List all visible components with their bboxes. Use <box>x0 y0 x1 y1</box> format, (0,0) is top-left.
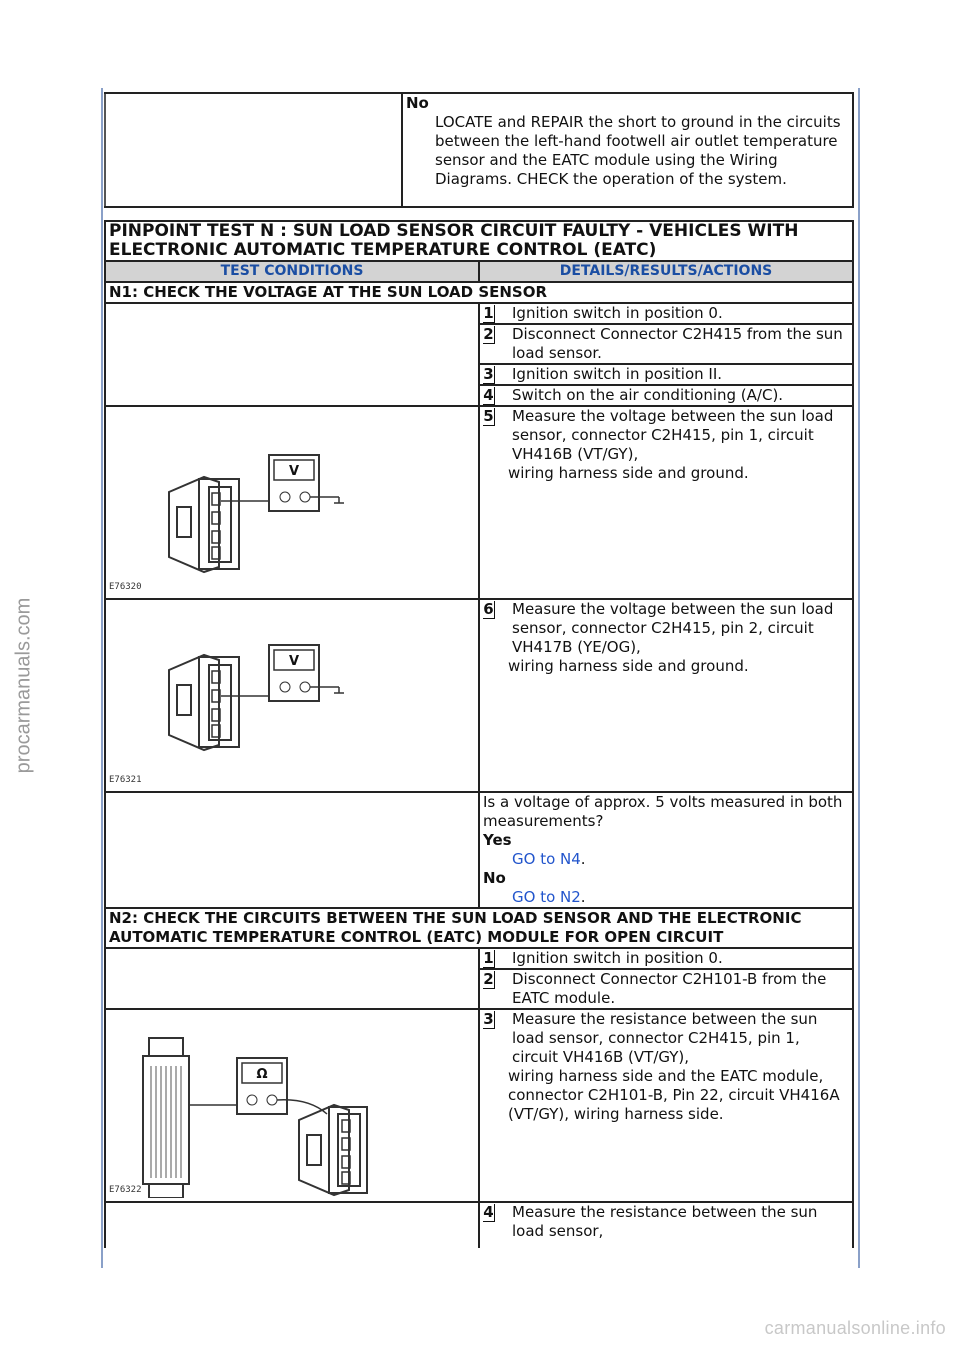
n2-step-4 <box>479 1202 853 1248</box>
n1-step-6 <box>479 599 853 792</box>
meter-symbol: V <box>288 464 300 479</box>
go-to-n2-link[interactable]: GO to N2 <box>512 888 581 906</box>
previous-step-table <box>104 92 854 208</box>
step-text: Measure the resistance between the sun load sensor, <box>512 1203 818 1240</box>
connector-ohmmeter-illustration <box>109 1010 389 1198</box>
step-number: 2 <box>483 325 494 343</box>
figure-label: E76321 <box>109 775 142 785</box>
no-result-cell <box>402 93 853 207</box>
step-number: 1 <box>483 949 494 967</box>
step-text: Measure the voltage between the sun load sensor, connector C2H415, pin 2, circuit VH417B (YE/OG), <box>512 600 834 656</box>
connector-voltmeter-illustration <box>109 600 389 788</box>
step-text: Switch on the air conditioning (A/C). <box>512 386 784 404</box>
n2-conditions-cell <box>105 948 479 1009</box>
connector-voltmeter-illustration <box>109 407 389 595</box>
no-label: No <box>483 869 506 887</box>
step-number: 5 <box>483 407 494 425</box>
empty-conditions-cell <box>105 93 402 207</box>
n1-step-3 <box>479 364 853 385</box>
n1-step-5 <box>479 406 853 599</box>
header-details-results-actions: DETAILS/RESULTS/ACTIONS <box>479 261 853 282</box>
test-title: PINPOINT TEST N : SUN LOAD SENSOR CIRCUIT FAULTY - VEHICLES WITH ELECTRONIC AUTOMATIC TEMPERATURE CONTROL (EATC) <box>105 221 853 261</box>
pinpoint-test-table <box>104 220 854 1248</box>
n2-figure-3-cell <box>105 1009 479 1202</box>
step-text: Disconnect Connector C2H415 from the sun load sensor. <box>512 325 843 362</box>
n1-title: N1: CHECK THE VOLTAGE AT THE SUN LOAD SENSOR <box>105 282 853 303</box>
n2-step-3 <box>479 1009 853 1202</box>
n2-step-2 <box>479 969 853 1009</box>
step-number: 3 <box>483 1010 494 1028</box>
n1-results-cell <box>479 792 853 908</box>
step-text-continued: wiring harness side and ground. <box>508 657 749 675</box>
page-border-left <box>101 88 103 1268</box>
step-number: 4 <box>483 386 494 404</box>
page-border-right <box>858 88 860 1268</box>
step-number: 2 <box>483 970 494 988</box>
voltage-measurement-diagram <box>109 600 475 790</box>
step-number: 6 <box>483 600 494 618</box>
no-action-text: LOCATE and REPAIR the short to ground in the circuits between the left-hand footwell air outlet temperature sensor and the EATC module using the Wiring Diagrams. CHECK the operation of the system. <box>435 113 841 188</box>
figure-label: E76322 <box>109 1185 142 1195</box>
voltage-measurement-diagram <box>109 407 475 597</box>
resistance-measurement-diagram <box>109 1010 475 1200</box>
punctuation: . <box>580 850 586 868</box>
step-number: 4 <box>483 1203 494 1221</box>
step-text: Measure the voltage between the sun load sensor, connector C2H415, pin 1, circuit VH416B (VT/GY), <box>512 407 834 463</box>
n1-conditions-cell <box>105 303 479 406</box>
step-text-continued: wiring harness side and the EATC module, connector C2H101-B, Pin 22, circuit VH416A (VT/GY), wiring harness side. <box>508 1067 840 1123</box>
n1-question: Is a voltage of approx. 5 volts measured in both measurements? <box>483 793 843 830</box>
n1-step-4 <box>479 385 853 406</box>
watermark-bottom: carmanualsonline.info <box>764 1318 946 1338</box>
step-text: Disconnect Connector C2H101-B from the EATC module. <box>512 970 827 1007</box>
n2-title: N2: CHECK THE CIRCUITS BETWEEN THE SUN LOAD SENSOR AND THE ELECTRONIC AUTOMATIC TEMPERATURE CONTROL (EATC) MODULE FOR OPEN CIRCUIT <box>105 908 853 948</box>
punctuation: . <box>580 888 586 906</box>
n1-figure-5-cell <box>105 406 479 599</box>
n2-step-1 <box>479 948 853 969</box>
n1-figure-6-cell <box>105 599 479 792</box>
step-text: Ignition switch in position 0. <box>512 304 723 322</box>
step-text: Ignition switch in position II. <box>512 365 723 383</box>
step-text-continued: wiring harness side and ground. <box>508 464 749 482</box>
step-number: 3 <box>483 365 494 383</box>
n1-step-2 <box>479 324 853 364</box>
n1-step-1 <box>479 303 853 324</box>
step-text: Ignition switch in position 0. <box>512 949 723 967</box>
watermark-left-text: procarmanuals.com <box>12 597 35 773</box>
yes-label: Yes <box>483 831 512 849</box>
n1-results-conditions-cell <box>105 792 479 908</box>
watermark-left <box>4 560 44 810</box>
header-test-conditions: TEST CONDITIONS <box>105 261 479 282</box>
n2-step-4-conditions-cell <box>105 1202 479 1248</box>
go-to-n4-link[interactable]: GO to N4 <box>512 850 581 868</box>
no-label: No <box>406 94 429 112</box>
step-number: 1 <box>483 304 494 322</box>
figure-label: E76320 <box>109 582 142 592</box>
step-text: Measure the resistance between the sun load sensor, connector C2H415, pin 1, circuit VH416B (VT/GY), <box>512 1010 818 1066</box>
meter-symbol: V <box>288 654 300 669</box>
meter-symbol: Ω <box>256 1067 268 1082</box>
